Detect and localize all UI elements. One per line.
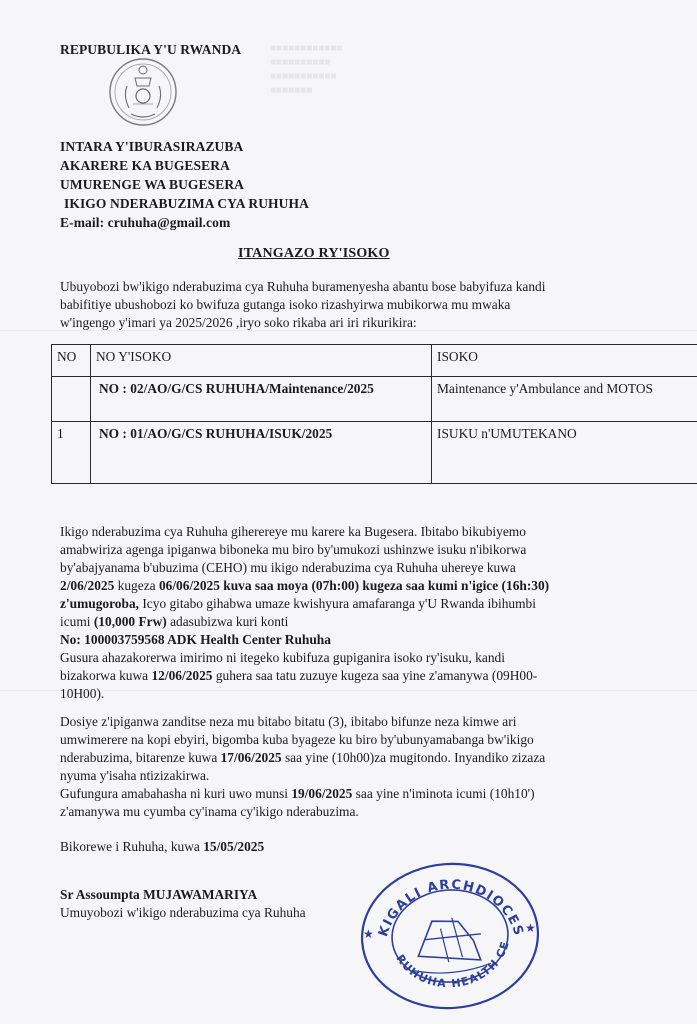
body-line: [60, 595, 666, 613]
table-row: [52, 377, 697, 422]
institution-heading: IKIGO NDERABUZIMA CYA RUHUHA: [64, 196, 309, 211]
text-span: Icyo gitabo gihabwa umaze kwishyura amafaranga y'U Rwanda ibihumbi: [139, 596, 536, 611]
details-paragraph: [60, 523, 666, 703]
signatory-role: Umuyobozi w'ikigo nderabuzima cya Ruhuha: [60, 905, 306, 920]
body-line: 10H00).: [60, 686, 105, 701]
signatory-name: Sr Assoumpta MUJAWAMARIYA: [60, 887, 258, 902]
row-no: [52, 377, 91, 422]
notice-title: ITANGAZO RY'ISOKO: [238, 246, 390, 261]
opening-date: 19/06/2025: [291, 786, 353, 801]
deadline-date: 17/06/2025: [220, 750, 282, 765]
header-ref: NO Y'ISOKO: [91, 345, 432, 377]
body-line: Ikigo nderabuzima cya Ruhuha giherereye mu karere ka Bugesera. Ibitabo bikubiyemo: [60, 524, 526, 539]
body-line: [60, 785, 666, 803]
district-heading: AKARERE KA BUGESERA: [60, 158, 230, 173]
end-date-hours: 06/06/2025 kuva saa moya (07h:00) kugeza saa kumi n'igice (16h:30): [158, 578, 550, 593]
stamp-bottom-text: RUHUHA HEALTH CENTER: [393, 939, 512, 991]
row-desc: Maintenance y'Ambulance and MOTOS: [432, 377, 697, 422]
body-line: nyuma y'isaha ntizizakirwa.: [60, 768, 210, 783]
body-line: by'abajyanama b'ubuzima (CEHO) mu ikigo nderabuzima cya Ruhuha uhereye kuwa: [60, 560, 516, 575]
email-line: [60, 213, 230, 232]
svg-text:★: ★: [363, 927, 374, 941]
tender-table: [51, 344, 697, 484]
table-row: [52, 422, 697, 484]
body-line: z'amanywa mu cyumba cy'inama cy'ikigo nderabuzima.: [60, 804, 359, 819]
svg-text:★: ★: [525, 921, 536, 935]
text-span: icumi: [60, 614, 94, 629]
row-ref: NO : 01/AO/G/CS RUHUHA/ISUK/2025: [91, 422, 432, 484]
text-span: saa yine n'iminota icumi (10h10'): [352, 786, 535, 801]
intro-line: w'ingengo y'imari ya 2025/2026 ,iryo soko rikaba ari iri rikurikira:: [60, 315, 417, 330]
done-at-line: [60, 838, 264, 856]
signing-date: 15/05/2025: [203, 839, 265, 854]
text-span: kugeza: [114, 578, 159, 593]
account-number: No: 100003759568 ADK Health Center Ruhuha: [60, 632, 331, 647]
fee-amount: (10,000 Frw): [93, 614, 167, 629]
body-line: umwimerere na kopi ebyiri, bigomba kuba byageze ku biro by'ubunyamabanga bw'ikigo: [60, 732, 534, 747]
text-span: Gufungura amabahasha ni kuri uwo munsi: [60, 786, 292, 801]
header-no: NO: [52, 345, 91, 377]
text-span: bizakorwa kuwa: [60, 668, 152, 683]
email-label: E-mail:: [60, 215, 108, 230]
row-ref: NO : 02/AO/G/CS RUHUHA/Maintenance/2025: [91, 377, 432, 422]
bleed-through-text: ■■■■■■■■■■■■ ■■■■■■■■■■ ■■■■■■■■■■■ ■■■■■■■: [270, 43, 343, 96]
row-desc: ISUKU n'UMUTEKANO: [432, 422, 697, 484]
stamp-top-text: KIGALI ARCHDIOCESE: [376, 877, 527, 939]
body-line: Dosiye z'ipiganwa zanditse neza mu bitabo bitatu (3), ibitabo bifunze neza kimwe ari: [60, 714, 517, 729]
text-span: saa yine (10h00)za mugitondo. Inyandiko zizaza: [281, 750, 546, 765]
start-date: 2/06/2025: [60, 578, 115, 593]
body-line: [60, 577, 666, 595]
body-line: [60, 613, 666, 631]
bold-span: z'umugoroba,: [60, 596, 139, 611]
body-line: [60, 667, 666, 685]
intro-paragraph: [60, 278, 660, 332]
text-span: nderabuzima, bitarenze kuwa: [60, 750, 221, 765]
email-address: cruhuha@gmail.com: [107, 215, 231, 230]
intro-line: Ubuyobozi bw'ikigo nderabuzima cya Ruhuha buramenyesha abantu bose babyifuza kandi: [60, 279, 546, 294]
text-span: Bikorewe i Ruhuha, kuwa: [60, 839, 204, 854]
body-line: amabwiriza agenga ipiganwa biboneka mu biro by'umukozi ushinzwe isuku n'ibikorwa: [60, 542, 527, 557]
province-heading: INTARA Y'IBURASIRAZUBA: [60, 139, 244, 154]
table-header-row: [52, 345, 697, 377]
health-center-stamp-icon: [355, 858, 545, 1014]
row-no: 1: [52, 422, 91, 484]
text-span: guhera saa tatu zuzuye kugeza saa yine z'amanywa (09H00-: [212, 668, 538, 683]
rwanda-emblem-icon: [105, 56, 181, 128]
body-line: [60, 749, 666, 767]
intro-line: babifitiye ubushobozi ko bwifuza gutanga isoko rizashyirwa mubikorwa mu mwaka: [60, 297, 511, 312]
text-span: adasubizwa kuri konti: [166, 614, 289, 629]
sector-heading: UMURENGE WA BUGESERA: [60, 177, 245, 192]
country-heading: REPUBULIKA Y'U RWANDA: [60, 42, 242, 57]
visit-date: 12/06/2025: [151, 668, 213, 683]
header-desc: ISOKO: [432, 345, 697, 377]
body-line: Gusura ahazakorerwa imirimo ni itegeko kubifuza gupiganira isoko ry'isuku, kandi: [60, 650, 505, 665]
submission-paragraph: [60, 713, 666, 821]
